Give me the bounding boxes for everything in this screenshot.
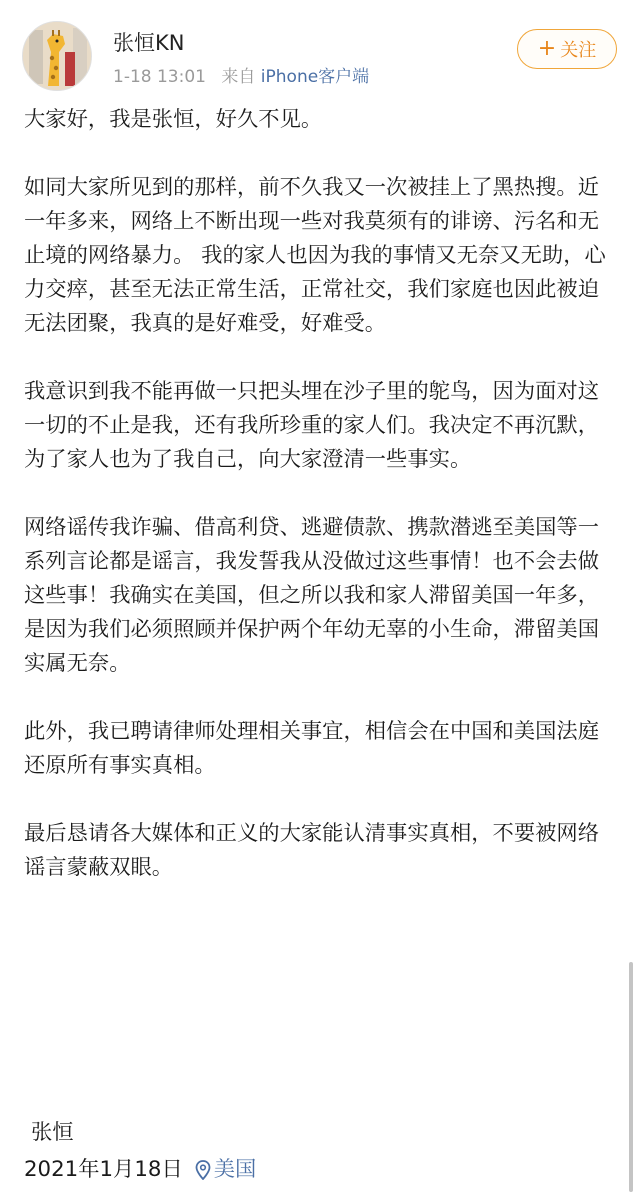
post-paragraph: 最后恳请各大媒体和正义的大家能认清事实真相，不要被网络谣言蒙蔽双眼。 (24, 821, 600, 880)
location-pin-icon (195, 1160, 211, 1180)
scrollbar[interactable] (629, 962, 633, 1192)
giraffe-icon (23, 22, 92, 91)
post-body (24, 103, 609, 919)
post-date: 2021年1月18日 (24, 1157, 183, 1182)
post-paragraph: 此外，我已聘请律师处理相关事宜，相信会在中国和美国法庭还原所有事实真相。 (24, 719, 600, 778)
post-meta (113, 66, 369, 88)
location-tag[interactable] (195, 1153, 257, 1187)
post-paragraph: 我意识到我不能再做一只把头埋在沙子里的鸵鸟，因为面对这一切的不止是我，还有我所珍重的家人们。我决定不再沉默，为了家人也为了我自己，向大家澄清一些事实。 (24, 379, 600, 472)
post-paragraph: 如同大家所见到的那样，前不久我又一次被挂上了黑热搜。近一年多来，网络上不断出现一些对我莫须有的诽谤、污名和无止境的网络暴力。 我的家人也因为我的事情又无奈又无助，心力交瘁，甚至无法正常生活，正常社交，我们家庭也因此被迫无法团聚，我真的是好难受，好难受。 (24, 175, 606, 336)
source-prefix: 来自 (221, 67, 256, 87)
author-name[interactable]: 张恒KN (113, 31, 185, 55)
follow-label: 关注 (560, 40, 597, 61)
source-app-link[interactable]: iPhone客户端 (260, 67, 370, 87)
post-paragraph: 网络谣传我诈骗、借高利贷、逃避债款、携款潜逃至美国等一系列言论都是谣言，我发誓我从没做过这些事情！也不会去做这些事！我确实在美国，但之所以我和家人滞留美国一年多，是因为我们必须照顾并保护两个年幼无辜的小生命，滞留美国实属无奈。 (24, 515, 600, 676)
avatar[interactable] (22, 21, 92, 91)
follow-button[interactable] (517, 29, 617, 69)
post-timestamp: 1-18 13:01 (113, 67, 206, 87)
post-header (0, 0, 640, 100)
date-location-line (24, 1153, 256, 1187)
signature: 张恒 (31, 1120, 74, 1145)
post-paragraph: 大家好，我是张恒，好久不见。 (24, 107, 323, 132)
location-label: 美国 (213, 1157, 257, 1182)
plus-icon: + (537, 36, 557, 61)
